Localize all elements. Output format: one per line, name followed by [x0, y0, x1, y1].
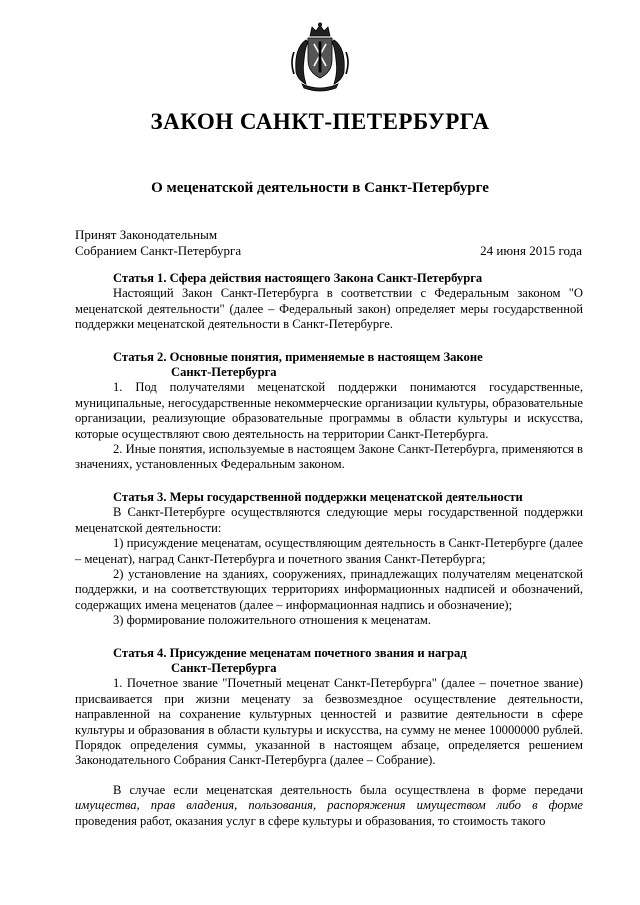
adoption-date: 24 июня 2015 года [480, 243, 582, 258]
article-3-item-2: 2) установление на зданиях, сооружениях, принадлежащих получателям меценатской поддержки, и на соответствующих территориях информационных надписей и обозначений, содержащих имена меценатов (далее – информационная надпись и обозначение); [75, 566, 583, 612]
article-2-paragraph-1: 1. Под получателями меценатской поддержки понимаются государственные, муниципальные, негосударственные некоммерческие организации культуры, образовательные организации, реализующие образовательные программы в области культуры и искусства, которые осуществляют свою деятельность на территории Санкт-Петербурга. [75, 380, 583, 441]
adoption-note [75, 227, 241, 259]
article-3-item-1: 1) присуждение меценатам, осуществляющим деятельность в Санкт-Петербурге (далее – меценат), наград Санкт-Петербурга и почетного звания Санкт-Петербурга; [75, 536, 583, 566]
article-4-paragraph-1: 1. Почетное звание "Почетный меценат Санкт-Петербурга" (далее – почетное звание) присваивается при жизни меценату за безвозмездное осуществление деятельности, направленной на сохранение культурных ценностей и развитие деятельности в сфере культуры и образования в области культуры и искусства, на сумму не менее 10000000 рублей. Порядок определения суммы, указанной в настоящем абзаце, определяется решением Законодательного Собрания Санкт-Петербурга (далее – Собрание). [75, 676, 583, 768]
adoption-line-2: Собранием Санкт-Петербурга [75, 243, 242, 258]
document-title: О меценатской деятельности в Санкт-Петербурге [151, 180, 489, 196]
article-1-heading: Статья 1. Сфера действия настоящего Закона Санкт-Петербурга [113, 271, 483, 285]
article-1-paragraph: Настоящий Закон Санкт-Петербурга в соответствии с Федеральным законом "О меценатской деятельности" (далее – Федеральный закон) определяет меры государственной поддержки меценатской деятельности в Санкт-Петербурге. [75, 286, 583, 332]
article-2-heading-line-2: Санкт-Петербурга [171, 365, 277, 380]
article-4-heading [75, 646, 583, 677]
article-2-heading-line-1: Статья 2. Основные понятия, применяемые в настоящем Законе [113, 349, 483, 364]
adoption-line-1: Принят Законодательным [75, 227, 218, 242]
document-body [75, 271, 583, 829]
article-4-paragraph-2 [75, 783, 583, 829]
article-4-heading-line-1: Статья 4. Присуждение меценатам почетного звания и наград [113, 645, 467, 660]
article-2-heading [75, 350, 583, 381]
article-3-item-3: 3) формирование положительного отношения к меценатам. [113, 613, 432, 628]
article-4-paragraph-2-start: В случае если меценатская деятельность была осуществлена в форме передачи [113, 782, 583, 797]
law-title: ЗАКОН САНКТ-ПЕТЕРБУРГА [150, 109, 490, 134]
article-2-paragraph-2: 2. Иные понятия, используемые в настоящем Законе Санкт-Петербурга, применяются в значениях, установленных Федеральным законом. [75, 442, 583, 472]
coat-of-arms-emblem [288, 22, 352, 92]
article-4-heading-line-2: Санкт-Петербурга [171, 660, 277, 675]
article-4-paragraph-2-end: проведения работ, оказания услуг в сфере культуры и образования, то стоимость такого [75, 813, 546, 828]
article-4-paragraph-2-italic: имущества, прав владения, пользования, распоряжения имуществом либо в форме [75, 798, 583, 813]
article-3-intro: В Санкт-Петербурге осуществляются следующие меры государственной поддержки меценатской деятельности: [75, 505, 583, 535]
article-3-heading: Статья 3. Меры государственной поддержки меценатской деятельности [113, 489, 523, 504]
